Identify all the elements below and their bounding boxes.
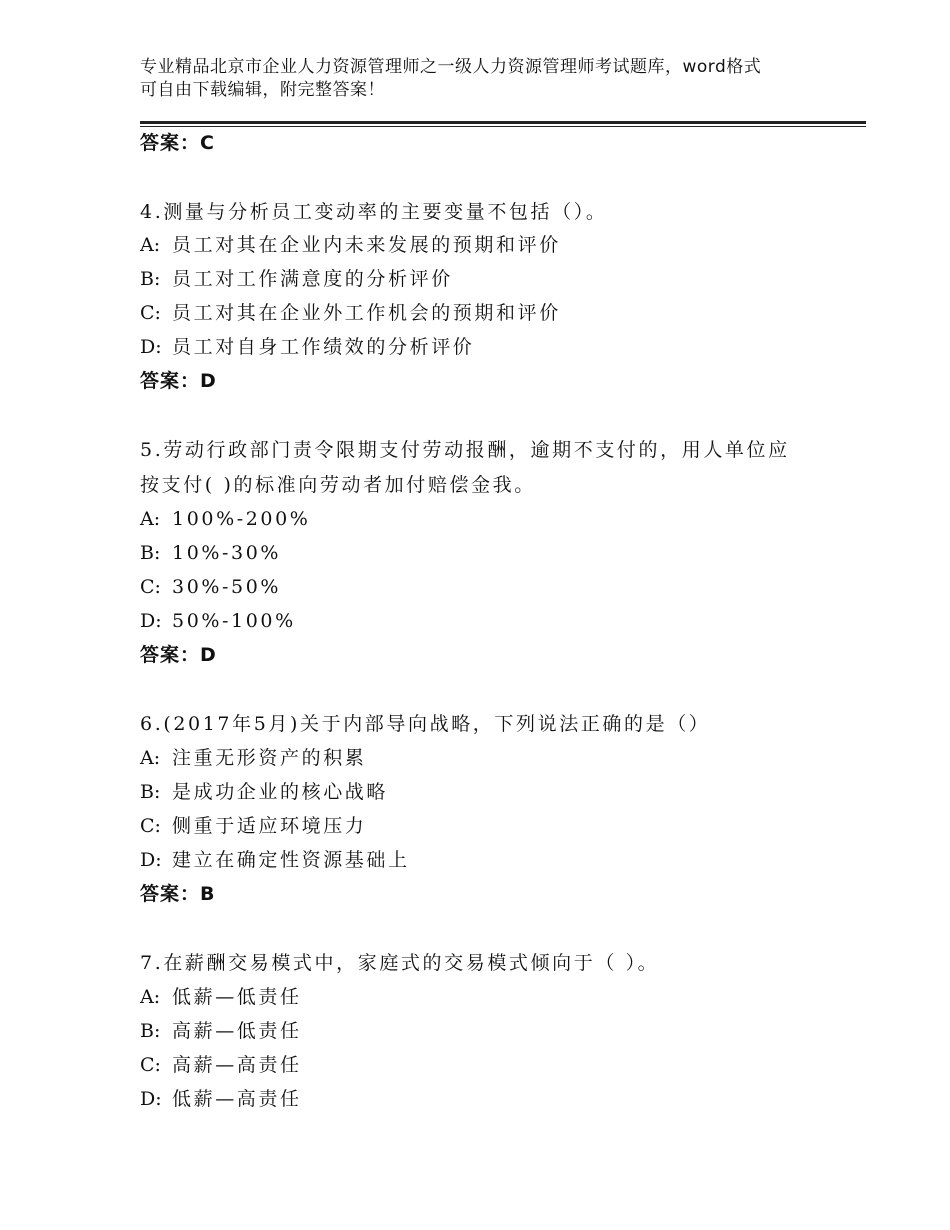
- question-5-option-c: [140, 573, 281, 601]
- question-5-option-b: [140, 539, 281, 567]
- question-stem-text: 测量与分析员工变动率的主要变量不包括（）。: [163, 201, 608, 223]
- question-7-option-c: [140, 1051, 302, 1079]
- option-text: 低薪—高责任: [172, 1088, 302, 1110]
- question-6-option-c: [140, 812, 366, 840]
- option-letter: D:: [140, 336, 162, 358]
- option-letter: C:: [140, 302, 161, 324]
- question-5-stem-line-1: [140, 436, 790, 464]
- option-text: 低薪—低责任: [172, 986, 302, 1008]
- header-line-1: 专业精品北京市企业人力资源管理师之一级人力资源管理师考试题库，word格式: [140, 57, 762, 77]
- question-5-stem-line-2: 按支付( )的标准向劳动者加付赔偿金我。: [140, 474, 536, 496]
- option-text: 100%-200%: [172, 508, 311, 530]
- question-number: 5.: [140, 439, 164, 461]
- option-text: 高薪—低责任: [172, 1020, 302, 1042]
- question-stem-text: (2017年5月)关于内部导向战略，下列说法正确的是（）: [163, 713, 711, 735]
- question-5-option-d: [140, 607, 296, 635]
- option-text: 员工对其在企业内未来发展的预期和评价: [172, 234, 561, 256]
- question-6-option-d: [140, 846, 410, 874]
- question-6-answer: 答案：B: [140, 883, 216, 905]
- question-stem-text: 在薪酬交易模式中，家庭式的交易模式倾向于（ ）。: [163, 952, 660, 974]
- question-4-option-b: [140, 265, 453, 293]
- header-rule-thin: [140, 126, 866, 127]
- option-letter: D:: [140, 849, 162, 871]
- option-letter: A:: [140, 234, 161, 256]
- option-text: 是成功企业的核心战略: [172, 781, 389, 803]
- option-letter: C:: [140, 1054, 161, 1076]
- question-4-option-a: [140, 231, 561, 259]
- option-letter: A:: [140, 747, 161, 769]
- option-text: 高薪—高责任: [172, 1054, 302, 1076]
- header-line-2: 可自由下载编辑，附完整答案！: [140, 80, 385, 100]
- document-header: [140, 56, 820, 102]
- question-6-option-b: [140, 778, 388, 806]
- option-letter: B:: [140, 1020, 161, 1042]
- question-4-answer: 答案：D: [140, 370, 217, 392]
- option-text: 10%-30%: [172, 542, 282, 564]
- option-text: 侧重于适应环境压力: [172, 815, 367, 837]
- option-letter: A:: [140, 508, 161, 530]
- option-text: 员工对自身工作绩效的分析评价: [172, 336, 475, 358]
- option-letter: B:: [140, 542, 161, 564]
- question-5-answer: 答案：D: [140, 644, 217, 666]
- option-letter: A:: [140, 986, 161, 1008]
- question-number: 4.: [140, 201, 164, 223]
- option-letter: B:: [140, 781, 161, 803]
- header-rule-thick: [140, 121, 866, 124]
- option-text: 员工对工作满意度的分析评价: [172, 268, 453, 290]
- question-7-stem: [140, 949, 659, 977]
- option-text: 注重无形资产的积累: [172, 747, 367, 769]
- question-number: 6.: [140, 713, 164, 735]
- previous-answer: 答案：C: [140, 132, 215, 154]
- question-5-option-a: [140, 505, 310, 533]
- option-text: 30%-50%: [172, 576, 282, 598]
- question-7-option-a: [140, 983, 302, 1011]
- question-7-option-b: [140, 1017, 302, 1045]
- option-letter: B:: [140, 268, 161, 290]
- option-letter: C:: [140, 815, 161, 837]
- option-text: 建立在确定性资源基础上: [172, 849, 410, 871]
- question-4-stem: [140, 198, 607, 226]
- question-stem-text: 劳动行政部门责令限期支付劳动报酬，逾期不支付的，用人单位应: [163, 439, 790, 461]
- option-text: 员工对其在企业外工作机会的预期和评价: [172, 302, 561, 324]
- question-4-option-d: [140, 333, 474, 361]
- question-7-option-d: [140, 1085, 302, 1113]
- question-number: 7.: [140, 952, 164, 974]
- question-6-option-a: [140, 744, 366, 772]
- option-letter: D:: [140, 610, 162, 632]
- option-text: 50%-100%: [172, 610, 296, 632]
- option-letter: D:: [140, 1088, 162, 1110]
- question-6-stem: [140, 710, 710, 738]
- question-4-option-c: [140, 299, 561, 327]
- option-letter: C:: [140, 576, 161, 598]
